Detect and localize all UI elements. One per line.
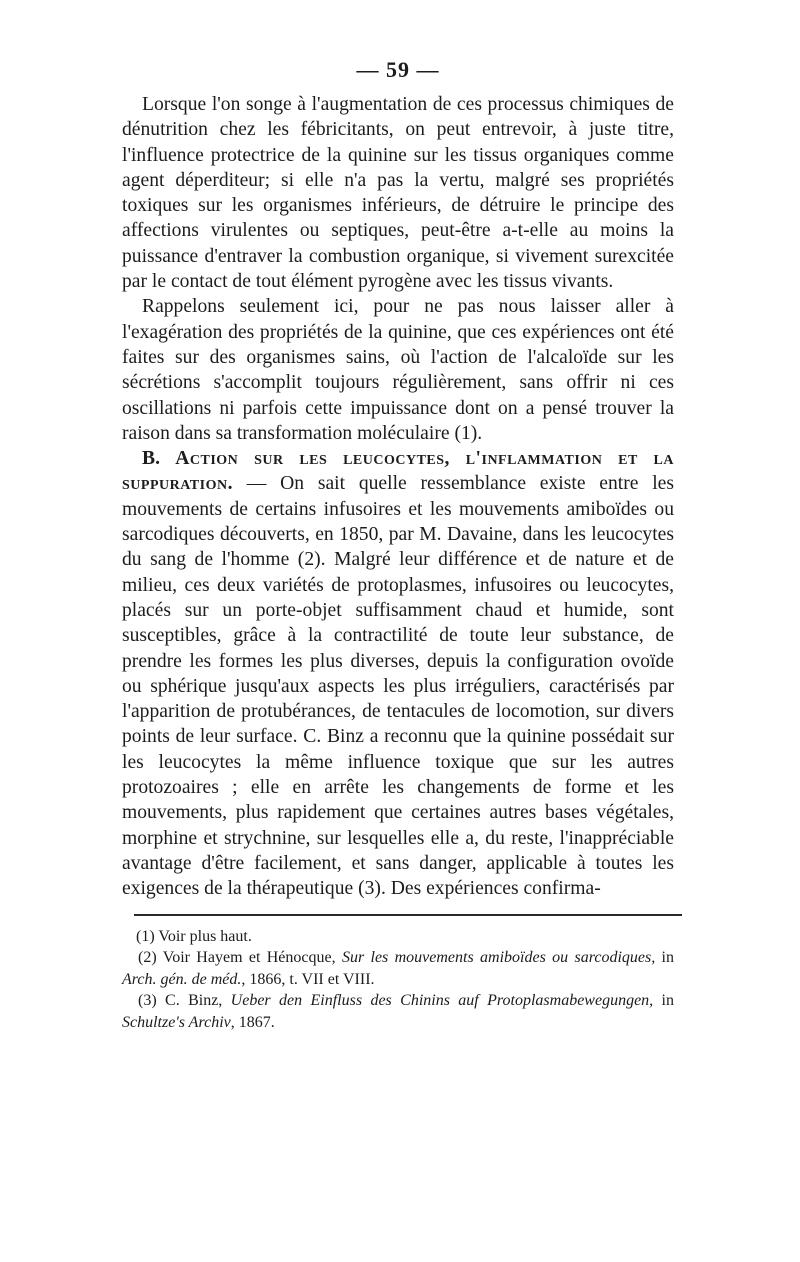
footnote-2-prefix: (2) Voir Hayem et Hénocque, [138, 949, 342, 966]
footnote-1: (1) Voir plus haut. [136, 927, 252, 945]
section-letter: B. [142, 448, 160, 470]
footnote-divider [134, 914, 682, 916]
footnote-3-suffix: , 1867. [230, 1013, 275, 1031]
footnote-3-prefix: (3) C. Binz, [138, 992, 231, 1009]
footnote-2-mid: in [655, 949, 675, 966]
footnote-2-journal: Arch. gén. de méd. [122, 970, 242, 988]
paragraph-2: Rappelons seulement ici, pour ne pas nous laisser aller à l'exagération des propriétés de la quinine, que ces expériences ont été faites sur des organismes sains, où l'action de l'alcaloïde sur les sécrétions s'accomplit toujours régulièrement, sans offrir ni ces oscillations ni parfois cette impuissance dont on a pensé trouver la raison dans sa transformation moléculaire (1). [122, 296, 674, 444]
footnote-3 [122, 990, 674, 1033]
footnote-3-title: Ueber den Einfluss des Chinins auf Protoplasmabewegungen, [230, 992, 654, 1009]
footnote-3-journal: Schultze's Archiv [122, 1013, 231, 1031]
footnote-2-suffix: , 1866, t. VII et VIII. [241, 970, 375, 988]
paragraph-3-body: — On sait quelle ressemblance existe entre les mouvements de certains infusoires et les mouvements amiboïdes ou sarcodiques découverts, en 1850, par M. Davaine, dans les leucocytes du sang de l'homme (2). Malgré leur différence et de nature et de milieu, ces deux variétés de protoplasmes, infusoires ou leucocytes, placés sur un porte-objet suffisamment chaud et humide, sont susceptibles, grâce à la contractilité de toute leur substance, de prendre les formes les plus diverses, depuis la configuration ovoïde ou sphérique jusqu'aux aspects les plus irréguliers, caractérisés par l'apparition de protubérances, de tentacules de locomotion, sur divers points de leur surface. C. Binz a reconnu que la quinine possédait sur les leucocytes la même influence toxique que sur les autres protozoaires ; elle en arrête les changements de forme et les mouvements, plus rapidement que certaines autres bases végétales, morphine et strychnine, sur lesquelles elle a, du reste, l'inappréciable avantage d'être facilement, et sans danger, applicable à toutes les exigences de la thérapeutique (3). Des expériences confirma- [122, 473, 674, 900]
page-number: — 59 — [356, 57, 440, 82]
book-page [122, 56, 674, 1033]
footnote-2 [122, 947, 674, 990]
paragraph-3 [122, 446, 674, 901]
main-text [122, 92, 674, 902]
footnotes [122, 926, 674, 1034]
paragraph-1: Lorsque l'on songe à l'augmentation de ces processus chimiques de dénutrition chez les fébricitants, on peut entrevoir, à juste titre, l'influence protectrice de la quinine sur les tissus organiques comme agent déperditeur; si elle n'a pas la vertu, malgré ses propriétés toxiques sur les organismes inférieurs, de détruire le principe des affections virulentes ou septiques, peut-être a-t-elle au moins la puissance d'entraver la combustion organique, si vivement surexcitée par le contact de tout élément pyrogène avec les tissus vivants. [122, 94, 674, 293]
footnote-2-title: Sur les mouvements amiboïdes ou sarcodiques, [341, 949, 656, 966]
section-heading: Action sur les leucocytes, l'inflammation et la suppuration. [122, 448, 674, 495]
footnote-3-mid: in [653, 992, 675, 1009]
